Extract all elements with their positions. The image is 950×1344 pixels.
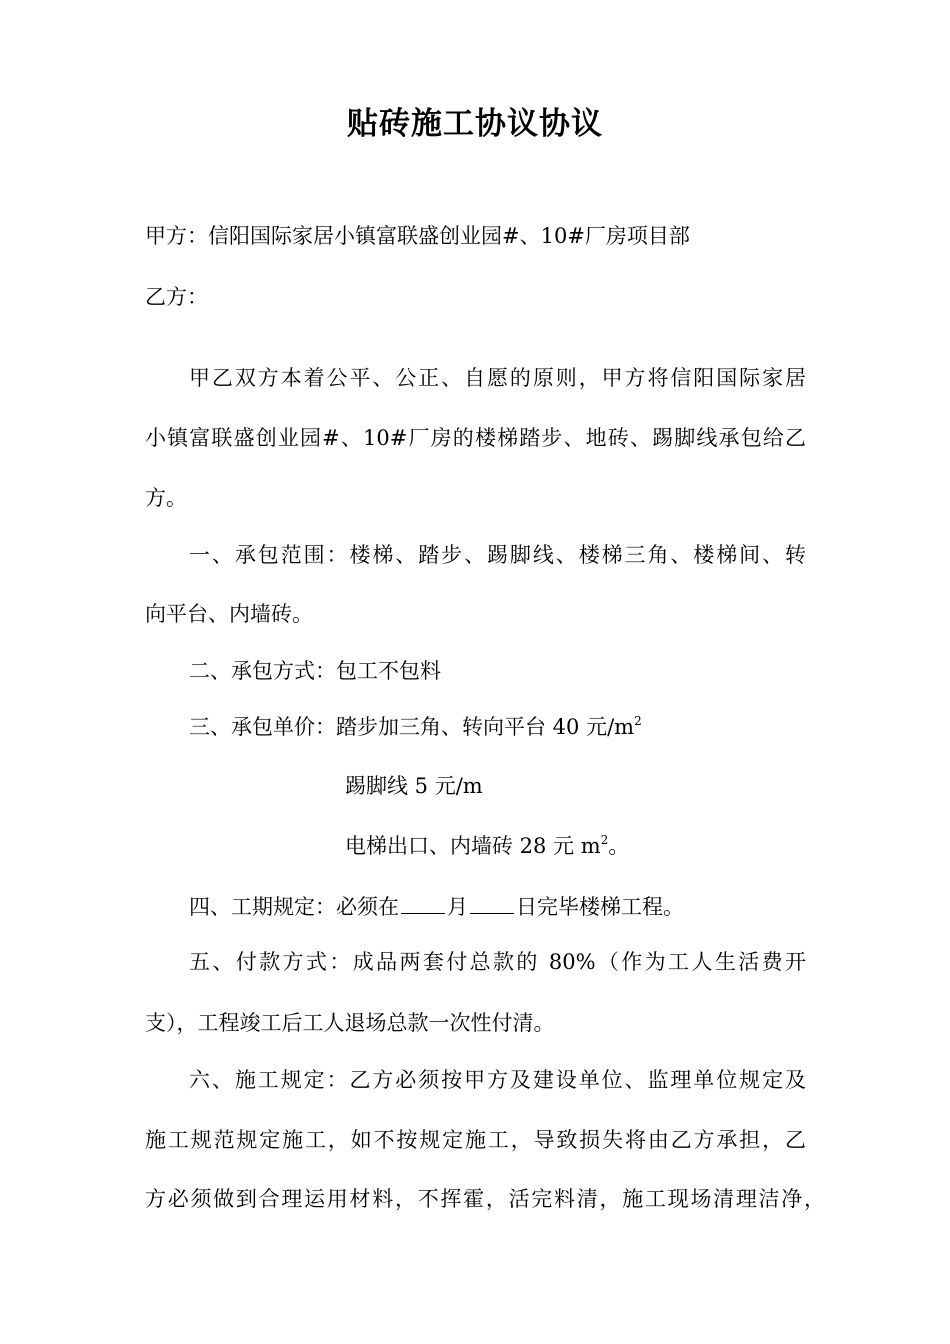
item5-line-2: 支），工程竣工后工人退场总款一次性付清。 (145, 1011, 555, 1035)
superscript-2: 2 (600, 833, 609, 847)
item4-line (189, 891, 684, 922)
item3-text-1: 三、承包单价：踏步加三角、转向平台 40 元/m (189, 715, 635, 739)
item6-line-3 (145, 1184, 825, 1214)
item2-line: 二、承包方式：包工不包料 (189, 659, 441, 683)
item1-line-1 (189, 540, 806, 570)
item6-text-3: 方必须做到合理运用材料，不挥霍，活完料清，施工现场清理洁净， (145, 1187, 825, 1211)
item4-text-post: 日完毕楼梯工程。 (516, 895, 684, 919)
superscript-2: 2 (634, 714, 642, 728)
item4-text-pre: 四、工期规定：必须在 (189, 895, 399, 919)
day-blank (470, 891, 514, 914)
item5-text-1: 五、付款方式：成品两套付总款的 80%（作为工人生活费开 (189, 950, 806, 974)
item3-text-3-end: 。 (608, 834, 630, 858)
party-b-line: 乙方： (145, 285, 208, 309)
item5-line-1 (189, 947, 806, 977)
intro-line-1 (189, 363, 806, 393)
intro-text-2: 小镇富联盛创业园#、10#厂房的楼梯踏步、地砖、踢脚线承包给乙 (145, 426, 806, 450)
item3-line-2: 踢脚线 5 元/m (345, 774, 483, 798)
intro-line-2 (145, 423, 806, 453)
month-blank (401, 891, 445, 914)
item6-text-1: 六、施工规定：乙方必须按甲方及建设单位、监理单位规定及 (189, 1068, 806, 1092)
document-title: 贴砖施工协议协议 (347, 106, 603, 142)
item6-line-1 (189, 1065, 806, 1095)
item1-text-1: 一、承包范围：楼梯、踏步、踢脚线、楼梯三角、楼梯间、转 (189, 543, 806, 567)
item1-line-2: 向平台、内墙砖。 (145, 602, 313, 626)
item6-text-2: 施工规范规定施工，如不按规定施工，导致损失将由乙方承担，乙 (145, 1128, 806, 1152)
intro-text-1: 甲乙双方本着公平、公正、自愿的原则，甲方将信阳国际家居 (189, 366, 806, 390)
party-a-line: 甲方：信阳国际家居小镇富联盛创业园#、10#厂房项目部 (145, 224, 690, 248)
item3-line-3 (345, 831, 629, 861)
item3-line-1 (189, 712, 642, 742)
item3-text-3: 电梯出口、内墙砖 28 元 m (345, 834, 601, 858)
intro-line-3: 方。 (145, 486, 187, 510)
item6-line-2 (145, 1125, 806, 1155)
item4-text-mid: 月 (447, 895, 468, 919)
